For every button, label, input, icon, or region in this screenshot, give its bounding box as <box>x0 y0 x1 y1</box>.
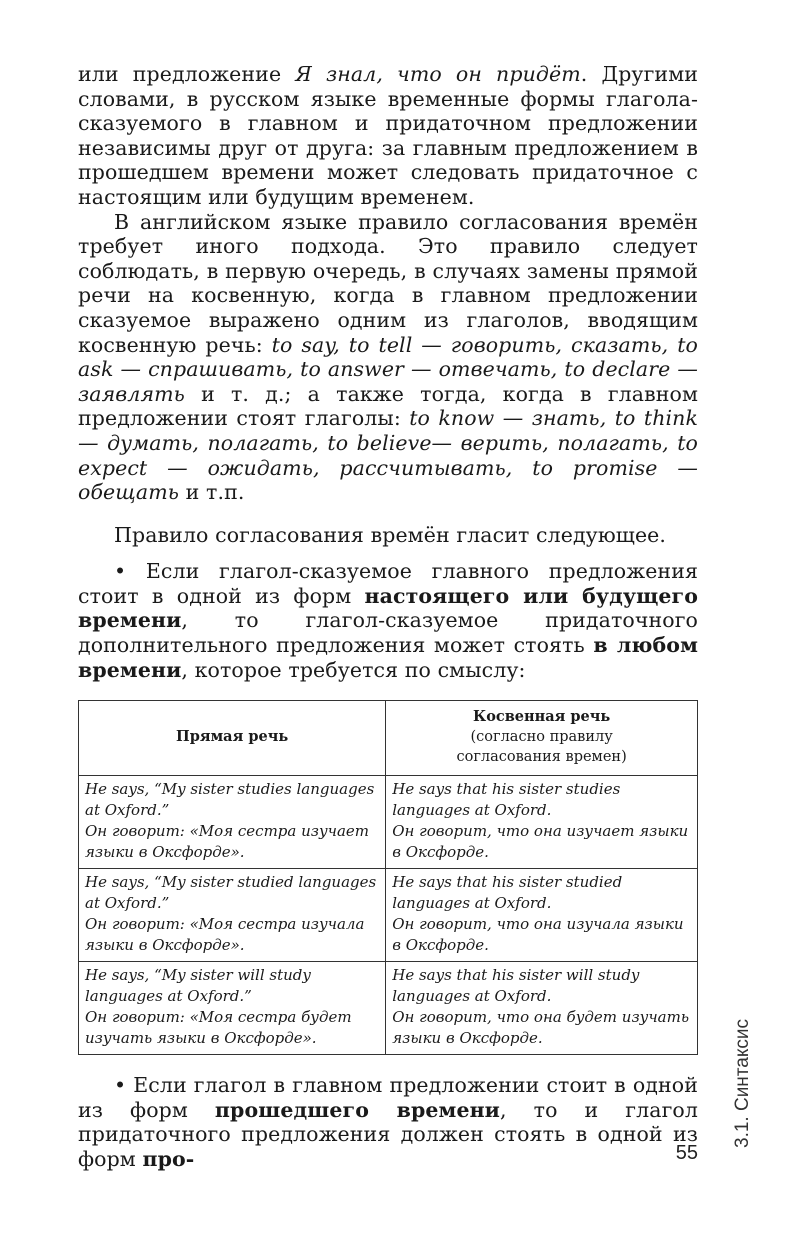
text-run: • Если глагол-сказуемое главного предложения стоит в одной из форм <box>78 559 698 608</box>
text-run: . Другими словами, в русском языке временные формы глагола-сказуемого в главном и придаточном предложении независимы друг от друга: за главным предложением в прошедшем времени может следовать придаточное с настоящим или будущим временем. <box>78 62 699 209</box>
paragraph-1 <box>78 62 698 210</box>
text-run: • Если глагол в главном предложении стоит в одной из форм <box>78 1073 698 1122</box>
example-ru: Он говорит: «Моя сестра будет изучать языки в Оксфорде». <box>85 1008 352 1048</box>
paragraph-3: Правило согласования времён гласит следующее. <box>114 522 667 547</box>
example-ru: Он говорит, что она изучает языки в Оксфорде. <box>392 822 689 862</box>
example-en: He says that his sister studies languages at Oxford. <box>392 780 621 820</box>
direct-cell <box>79 869 386 962</box>
table-row <box>79 776 698 869</box>
table-row <box>79 869 698 962</box>
section-side-label <box>730 988 758 1148</box>
text-run: и т. д.; а также тогда, когда в главном предложении стоят глаголы: <box>78 381 698 431</box>
paragraph-2 <box>78 210 698 505</box>
example-en: He says that his sister will study languages at Oxford. <box>392 966 640 1006</box>
example-ru: Он говорит: «Моя сестра изучала языки в Оксфорде». <box>85 915 365 955</box>
example-en: He says, “My sister will study languages at Oxford.” <box>85 966 311 1006</box>
example-ru: Он говорит, что она будет изучать языки в Оксфорде. <box>392 1008 689 1048</box>
table-row <box>79 962 698 1055</box>
example-en: He says that his sister studied languages at Oxford. <box>392 873 623 913</box>
text-run: , которое требуется по смыслу: <box>181 657 526 682</box>
example-ru: Он говорит: «Моя сестра изучает языки в Оксфорде». <box>85 822 370 862</box>
indirect-cell <box>386 776 698 869</box>
header-indirect-sub: (согласно правилу <box>470 729 613 746</box>
direct-cell <box>79 962 386 1055</box>
indirect-cell <box>386 962 698 1055</box>
page-body <box>78 62 698 1172</box>
text-run: В английском языке правило согласования времён требует иного подхода. Это правило следует соблюдать, в первую очередь, в случаях замены прямой речи на косвенную, когда в главном предложении сказуемое выражено одним из глаголов, вводящим косвенную речь: <box>78 209 698 357</box>
text-run: , то и глагол придаточного предложения должен стоять в одной из форм <box>78 1097 698 1172</box>
text-run: , то глагол-сказуемое придаточного дополнительного предложения может стоять <box>78 608 698 658</box>
header-indirect-speech <box>386 701 698 776</box>
rule-bullet-1 <box>78 559 698 682</box>
indirect-cell <box>386 869 698 962</box>
speech-table <box>78 700 698 1055</box>
text-run: и т.п. <box>179 480 245 505</box>
bold-term: про- <box>142 1147 195 1172</box>
example-en: He says, “My sister studies languages at Oxford.” <box>85 780 375 820</box>
rule-bullet-2 <box>78 1073 698 1171</box>
header-indirect-title: Косвенная речь <box>473 708 611 726</box>
bold-term: настоящего или будущего времени <box>78 583 698 633</box>
section-label-text: 3.1. Синтаксис <box>732 1019 753 1148</box>
header-indirect-sub: согласования времен) <box>456 749 627 766</box>
example-ru: Он говорит, что она изучала языки в Оксфорде. <box>392 915 684 955</box>
example-en: He says, “My sister studied languages at Oxford.” <box>85 873 377 913</box>
bold-term: в любом времени <box>78 633 698 682</box>
header-direct-speech: Прямая речь <box>79 701 386 776</box>
example-italic: Я знал, что он придёт <box>295 62 581 86</box>
direct-cell <box>79 776 386 869</box>
example-italic: to know — знать, to think — думать, полагать, to believe— верить, полагать, to expect — ожидать, рассчитывать, to promise — обещать <box>78 406 698 505</box>
bold-term: прошедшего времени <box>214 1097 500 1122</box>
page-number: 55 <box>675 1142 698 1164</box>
example-italic: to say, to tell — говорить, сказать, to ask — спрашивать, to answer — отвечать, to declare — заявлять <box>78 332 698 406</box>
text-run: или предложение <box>78 62 296 86</box>
table-header-row <box>79 701 698 776</box>
